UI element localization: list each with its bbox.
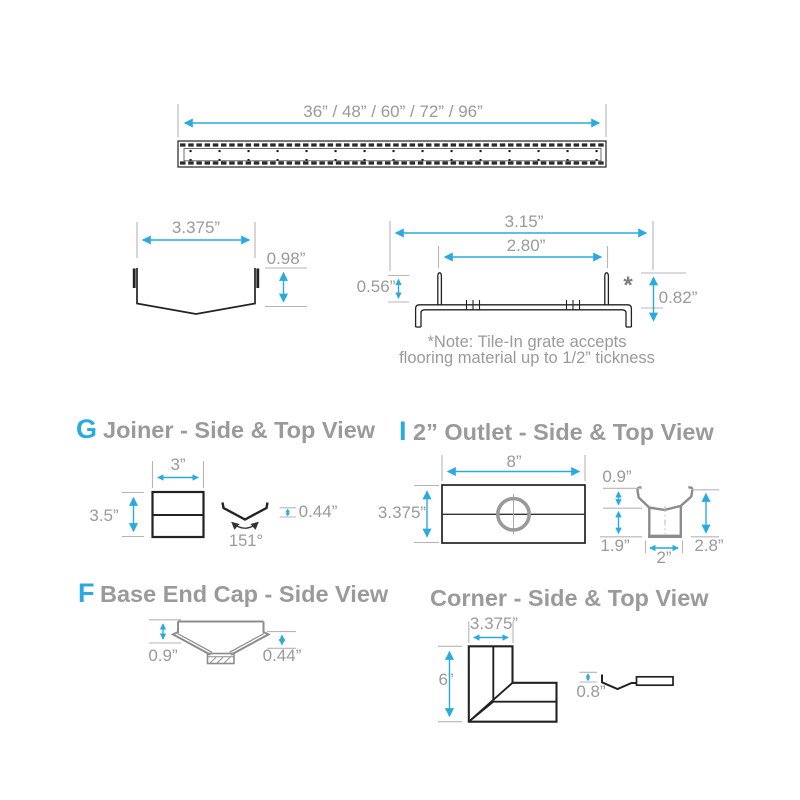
end-cap-title: Base End Cap - Side View xyxy=(100,581,389,607)
corner-side-view xyxy=(602,675,673,690)
joiner-angle-arc xyxy=(232,523,258,529)
outlet-upper-height-label: 0.9” xyxy=(602,467,632,486)
corner-width-label: 3.375” xyxy=(469,614,519,633)
joiner-title: Joiner - Side & Top View xyxy=(103,417,376,443)
channel-width-label: 3.375” xyxy=(171,218,221,237)
grate-profile xyxy=(416,273,632,327)
joiner-width-label: 3” xyxy=(170,455,186,474)
corner-depth-label: 0.8” xyxy=(576,682,606,701)
outlet-height-label: 3.375” xyxy=(377,503,427,522)
end-cap-height-label: 0.9” xyxy=(148,646,178,665)
grate-note-line2: flooring material up to 1/2” tickness xyxy=(399,349,655,367)
channel-profile xyxy=(137,268,255,314)
joiner-section xyxy=(76,414,376,550)
outlet-width-label: 8” xyxy=(506,452,522,471)
end-cap-section xyxy=(78,578,389,665)
corner-section xyxy=(430,585,709,722)
outlet-section xyxy=(378,416,724,567)
outlet-lower-height-label: 1.9” xyxy=(600,536,630,555)
outlet-hole xyxy=(498,499,529,530)
grate-overall-width-label: 3.15” xyxy=(504,212,544,231)
channel-height-label: 0.98” xyxy=(266,249,306,268)
outlet-letter: I xyxy=(399,416,407,446)
corner-height-label: 6” xyxy=(438,670,454,689)
joiner-angle-label: 151° xyxy=(228,532,264,550)
outlet-total-height-label: 2.8” xyxy=(694,536,724,555)
joiner-side-view xyxy=(223,503,268,520)
outlet-title: 2” Outlet - Side & Top View xyxy=(413,419,714,445)
channel-cross-section xyxy=(134,218,307,314)
grate-note-line1: *Note: Tile-In grate accepts xyxy=(427,333,627,351)
channel-top-view xyxy=(178,102,606,167)
grate-asterisk: * xyxy=(623,272,633,299)
outlet-pipe-width-label: 2” xyxy=(656,548,672,567)
end-cap-side-view xyxy=(173,622,269,664)
grate-left-height-label: 0.56” xyxy=(356,277,396,296)
corner-title: Corner - Side & Top View xyxy=(430,585,709,611)
grate-right-height-label: 0.82” xyxy=(658,288,698,307)
corner-top-view xyxy=(469,646,557,721)
length-options-label: 36” / 48” / 60” / 72” / 96” xyxy=(303,102,483,121)
joiner-height-label: 3.5” xyxy=(89,506,119,525)
tile-in-grate-cross-section xyxy=(357,212,698,367)
end-cap-lip-label: 0.44” xyxy=(262,646,302,665)
joiner-depth-label: 0.44” xyxy=(298,502,338,521)
grate-inner-width-label: 2.80” xyxy=(506,236,546,255)
end-cap-letter: F xyxy=(78,578,95,608)
joiner-letter: G xyxy=(76,414,98,444)
outlet-side-view xyxy=(637,487,692,536)
